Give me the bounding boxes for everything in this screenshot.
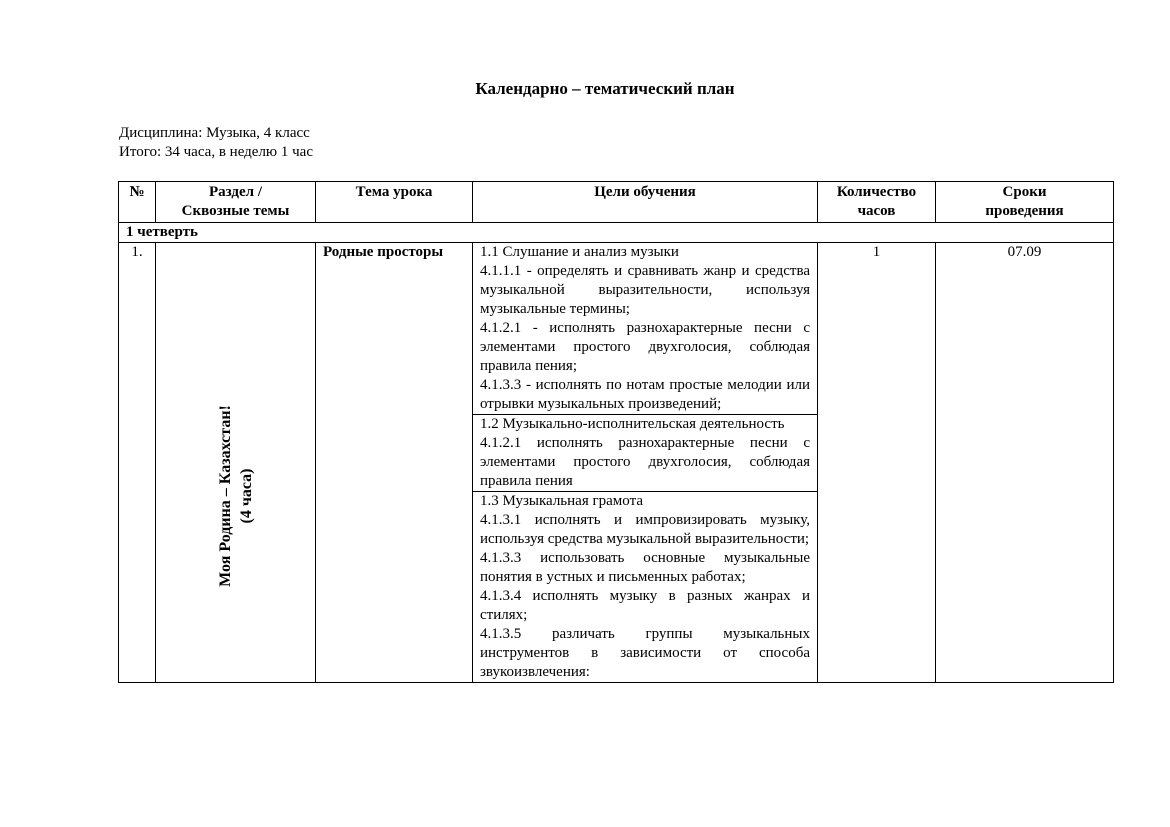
header-hours-line2: часов	[857, 203, 896, 219]
lesson-topic: Родные просторы	[316, 243, 473, 683]
goal-line: 1.1 Слушание и анализ музыки	[480, 244, 679, 260]
header-dates-line1: Сроки	[1002, 184, 1047, 200]
goal-line: 4.1.3.1 исполнять и импровизировать музыку, используя средства музыкальной выразительности;	[480, 512, 810, 547]
header-section	[156, 182, 316, 223]
date-value: 07.09	[936, 243, 1114, 683]
header-number: №	[119, 182, 156, 223]
goal-block-notation	[473, 492, 818, 683]
row-number: 1.	[119, 243, 156, 683]
thematic-plan-table	[118, 181, 1114, 683]
section-hours: (4 часа)	[237, 468, 255, 524]
section-cell	[156, 243, 316, 683]
discipline-line: Дисциплина: Музыка, 4 класс	[119, 125, 310, 141]
goal-line: 4.1.3.4 исполнять музыку в разных жанрах и стилях;	[480, 588, 810, 623]
goal-line: 4.1.3.3 - исполнять по нотам простые мелодии или отрывки музыкальных произведений;	[480, 377, 810, 412]
table-row	[119, 243, 1114, 415]
goal-block-performance	[473, 415, 818, 492]
header-section-line1: Раздел /	[209, 184, 262, 200]
header-topic: Тема урока	[316, 182, 473, 223]
goal-line: 1.3 Музыкальная грамота	[480, 493, 643, 509]
goal-line: 1.2 Музыкально-исполнительская деятельность	[480, 416, 785, 432]
document-title: Календарно – тематический план	[475, 79, 735, 98]
total-hours-line: Итого: 34 часа, в неделю 1 час	[119, 144, 313, 160]
header-hours	[818, 182, 936, 223]
quarter-label: 1 четверть	[119, 223, 1114, 243]
section-title: Моя Родина – Казахстан!	[216, 405, 234, 587]
header-hours-line1: Количество	[836, 184, 917, 200]
section-vertical-text	[215, 405, 257, 587]
goal-line: 4.1.3.3 использовать основные музыкальные понятия в устных и письменных работах;	[480, 550, 810, 585]
goal-block-listening	[473, 243, 818, 415]
header-goals: Цели обучения	[473, 182, 818, 223]
table-header-row	[119, 182, 1114, 223]
goal-line: 4.1.3.5 различать группы музыкальных инструментов в зависимости от способа звукоизвлечения:	[480, 626, 810, 680]
hours-value: 1	[818, 243, 936, 683]
goal-line: 4.1.2.1 исполнять разнохарактерные песни с элементами простого двухголосия, соблюдая правила пения	[480, 435, 810, 489]
header-dates-line2: проведения	[985, 203, 1064, 219]
goal-line: 4.1.1.1 - определять и сравнивать жанр и средства музыкальной выразительности, используя музыкальные термины;	[480, 263, 810, 317]
header-dates	[936, 182, 1114, 223]
quarter-row	[119, 223, 1114, 243]
header-section-line2: Сквозные темы	[181, 203, 290, 219]
goal-line: 4.1.2.1 - исполнять разнохарактерные песни с элементами простого двухголосия, соблюдая правила пения;	[480, 320, 810, 374]
